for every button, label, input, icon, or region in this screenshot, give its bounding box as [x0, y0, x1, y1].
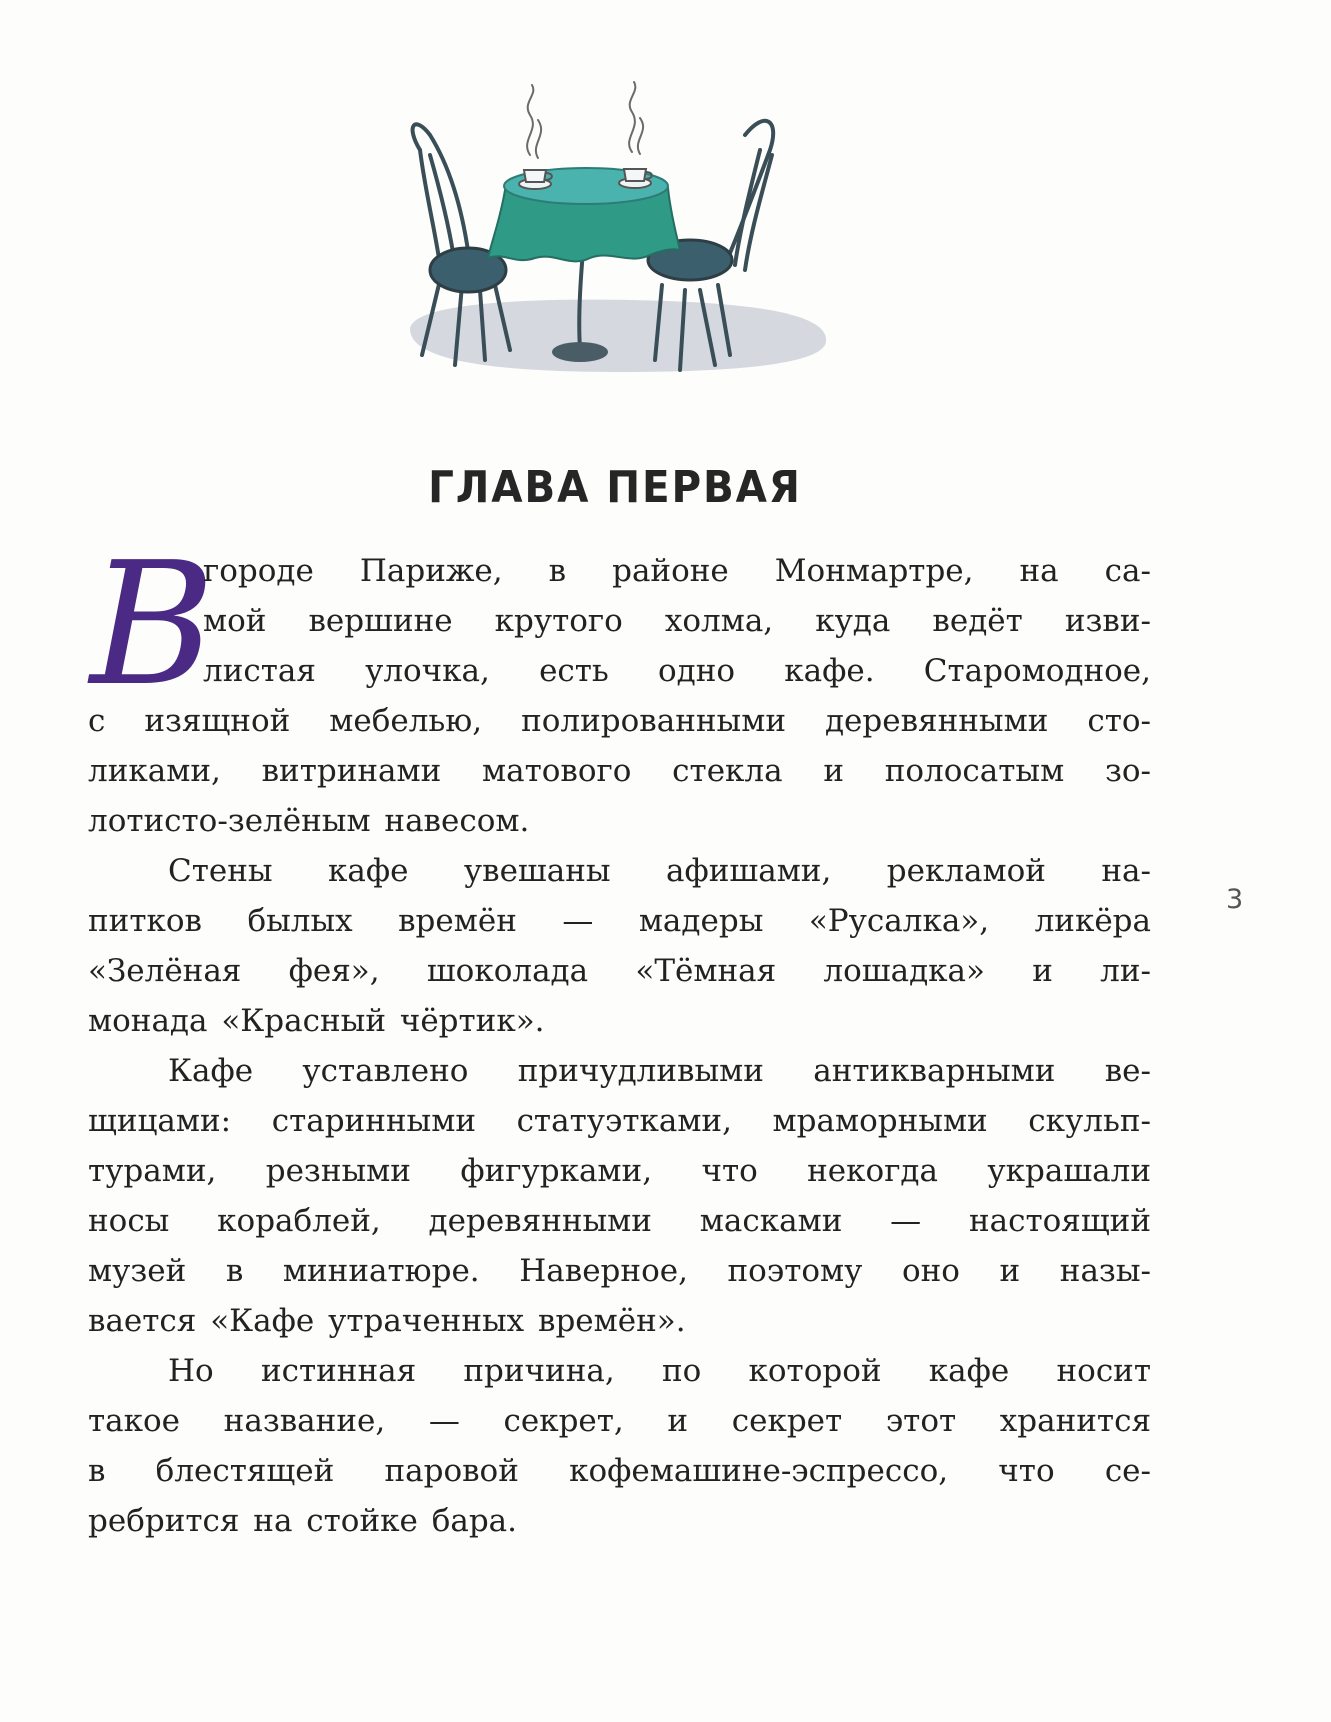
text-line: музей в миниатюре. Наверное, поэтому оно и назы- [88, 1253, 1151, 1289]
text-line: щицами: старинными статуэтками, мраморными скульп- [88, 1103, 1151, 1139]
text-line: в блестящей паровой кофемашине-эспрессо, что се- [88, 1453, 1151, 1489]
text-line: мой вершине крутого холма, куда ведёт изви- [203, 603, 1151, 639]
text-line: листая улочка, есть одно кафе. Старомодное, [203, 653, 1151, 689]
text-line: носы кораблей, деревянными масками — настоящий [88, 1203, 1151, 1239]
text-line: такое название, — секрет, и секрет этот хранится [88, 1403, 1151, 1439]
text-line: ликами, витринами матового стекла и полосатым зо- [88, 753, 1151, 789]
text-line: Кафе уставлено причудливыми антикварными ве- [168, 1053, 1151, 1089]
page-number: 3 [1226, 884, 1244, 915]
text-line: монада «Красный чёртик». [88, 1003, 545, 1039]
svg-text:В: В [90, 526, 215, 724]
text-line: с изящной мебелью, полированными деревянными сто- [88, 703, 1151, 739]
right-cup [619, 169, 652, 188]
left-cup [519, 170, 552, 189]
chapter-text [88, 546, 1151, 1546]
text-line: вается «Кафе утраченных времён». [88, 1303, 686, 1339]
floor-shadow [410, 300, 826, 372]
chapter-title: ГЛАВА ПЕРВАЯ [428, 462, 802, 513]
text-line: Но истинная причина, по которой кафе носит [168, 1353, 1151, 1389]
table-base [552, 342, 608, 362]
text-line: городе Париже, в районе Монмартре, на са- [203, 553, 1151, 589]
cafe-table-illustration [400, 80, 840, 420]
steam-icon [527, 82, 643, 158]
text-line: ребрится на стойке бара. [88, 1503, 518, 1539]
text-line: питков былых времён — мадеры «Русалка», ликёра [88, 903, 1151, 939]
text-line: турами, резными фигурками, что некогда украшали [88, 1153, 1151, 1189]
text-line: лотисто-зелёным навесом. [88, 803, 530, 839]
text-line: «Зелёная фея», шоколада «Тёмная лошадка» и ли- [88, 953, 1151, 989]
text-line: Стены кафе увешаны афишами, рекламой на- [168, 853, 1151, 889]
